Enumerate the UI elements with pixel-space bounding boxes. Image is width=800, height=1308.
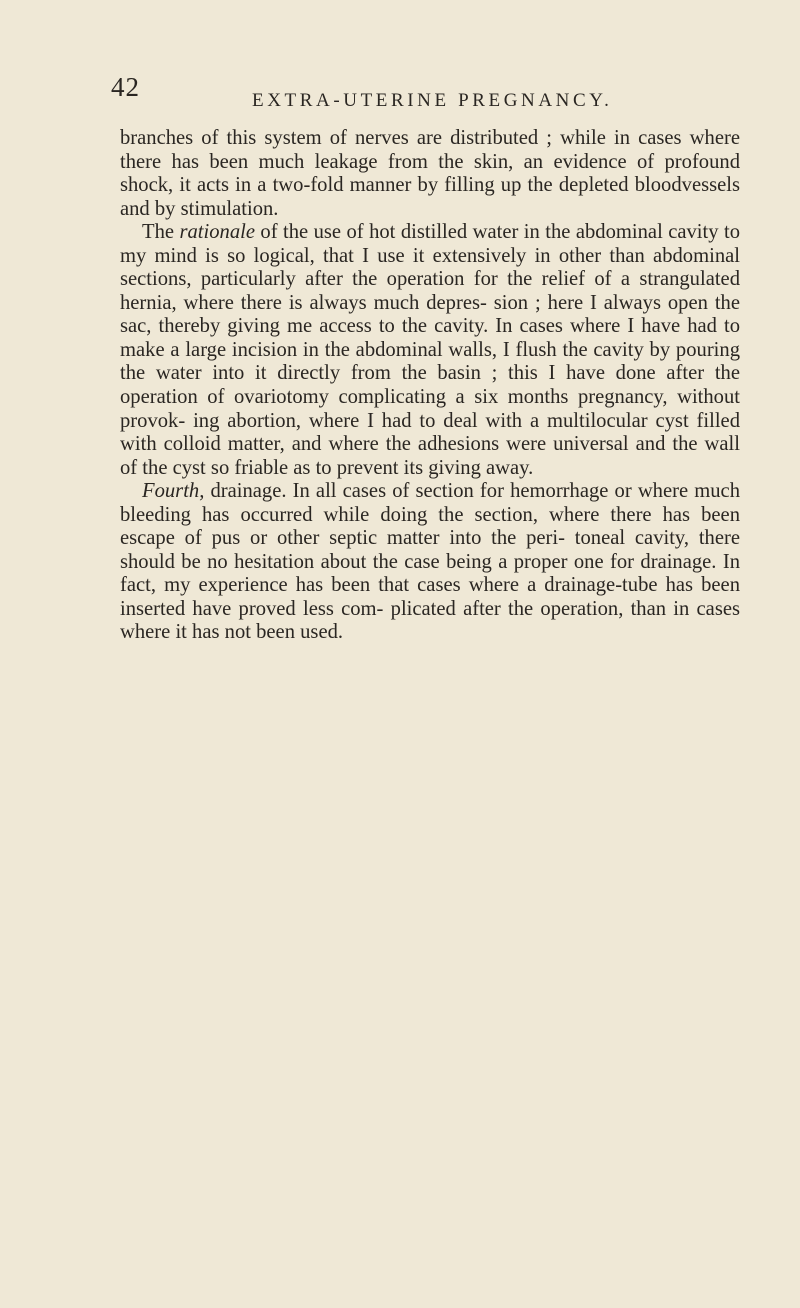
- body-text: [120, 127, 740, 645]
- page-number: 42: [111, 72, 140, 102]
- paragraph-3-italic-term: Fourth,: [142, 480, 205, 503]
- paragraph-2: [120, 221, 740, 480]
- paragraph-2-italic-term: rationale: [179, 221, 255, 244]
- paragraph-2-text: of the use of hot distilled water in the abdominal cavity to my mind is so logical, that I use it extensively in other than abdominal sections, particularly after the operation for the relief of a strangulated hernia, where there is always much depres- sion ; here I always open the sac, thereby giving me access to the cavity. In cases where I have had to make a large incision in the abdominal walls, I flush the cavity by pouring the water into it directly from the basin ; this I have done after the operation of ovariotomy complicating a six months pregnancy, without provok- ing abortion, where I had to deal with a multilocular cyst filled with colloid matter, and where the adhesions were universal and the wall of the cyst so friable as to prevent its giving away.: [120, 221, 740, 479]
- paragraph-3: [120, 480, 740, 645]
- running-head: EXTRA-UTERINE PREGNANCY.: [252, 90, 613, 111]
- paragraph-1-text: branches of this system of nerves are distributed ; while in cases where there has been much leakage from the skin, an evidence of profound shock, it acts in a two-fold manner by filling up the depleted bloodvessels and by stimulation.: [120, 127, 740, 220]
- paragraph-1: [120, 127, 740, 221]
- paragraph-3-text: drainage. In all cases of section for hemorrhage or where much bleeding has occurred while doing the section, where there has been escape of pus or other septic matter into the peri- toneal cavity, there should be no hesitation about the case being a proper one for drainage. In fact, my experience has been that cases where a drainage-tube has been inserted have proved less com- plicated after the operation, than in cases where it has not been used.: [120, 480, 740, 644]
- paragraph-2-lead: The: [142, 221, 180, 244]
